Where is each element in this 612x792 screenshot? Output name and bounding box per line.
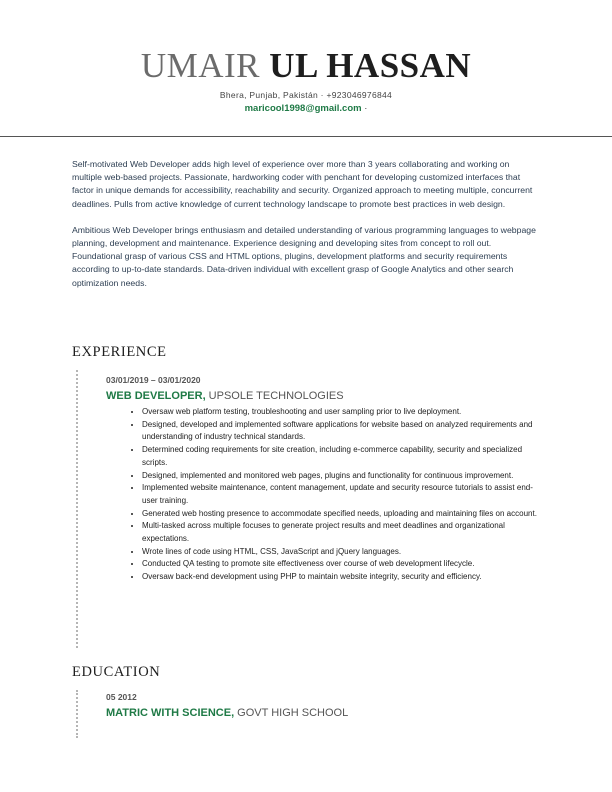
experience-date: 03/01/2019 – 03/01/2020 — [106, 375, 201, 385]
education-timeline-line — [76, 690, 78, 738]
summary-paragraph-1: Self-motivated Web Developer adds high level of experience over more than 3 years collaborating and working on multiple web-based projects. Passionate, hardworking coder with penchant for developing customized interfaces that factor in unique demands for accessibility, reachability and security. Organized approach to meeting multiple, concurrent deadlines. Pulls from active knowledge of current technology landscape to promote best practices in web design. — [72, 159, 533, 209]
school-name: GOVT HIGH SCHOOL — [234, 707, 349, 719]
professional-summary — [72, 158, 540, 303]
education-entry — [106, 692, 546, 719]
list-item: • Wrote lines of code using HTML, CSS, JavaScript and jQuery languages. — [142, 546, 546, 559]
first-name: UMAIR — [140, 46, 270, 85]
candidate-name — [0, 46, 612, 86]
summary-paragraph-2: Ambitious Web Developer brings enthusiasm and detailed understanding of various programming languages to webpage planning, development and maintenance. Experience designing and developing sites from concept to roll out. Foundational grasp of various CSS and HTML options, plugins, development platforms and security requirements according to up-to-date standards. Data-driven individual with excellent grasp of Google Analytics and other search optimization needs. — [72, 224, 536, 288]
email-line — [0, 103, 612, 114]
degree-title: MATRIC WITH SCIENCE, — [106, 707, 235, 719]
list-item: • Conducted QA testing to promote site effectiveness over course of web development lifecycle. — [142, 558, 546, 571]
responsibility-list — [106, 406, 546, 584]
email-separator: · — [361, 103, 368, 114]
education-heading: EDUCATION — [72, 664, 161, 680]
list-item: • Determined coding requirements for site creation, including e-commerce capability, security and specialized scripts. — [142, 444, 546, 469]
header-divider — [0, 136, 612, 137]
job-title: WEB DEVELOPER, — [106, 390, 206, 402]
list-item: • Multi-tasked across multiple focuses to generate project results and meet deadlines and organizational expectations. — [142, 520, 546, 545]
email-link[interactable]: maricool1998@gmail.com — [244, 103, 362, 114]
education-date: 05 2012 — [106, 692, 137, 702]
list-item: • Generated web hosting presence to accommodate specified needs, uploading and maintaining files on account. — [142, 508, 546, 521]
list-item: • Designed, developed and implemented software applications for website based on analyzed requirements and understanding of industry technical standards. — [142, 419, 546, 444]
last-name: UL HASSAN — [269, 46, 472, 85]
experience-timeline-line — [76, 370, 78, 648]
list-item: • Oversaw back-end development using PHP to maintain website integrity, security and efficiency. — [142, 571, 546, 584]
experience-entry — [106, 375, 546, 584]
experience-heading: EXPERIENCE — [72, 344, 167, 360]
list-item: • Implemented website maintenance, content management, update and security resource tutorials to assist end-user training. — [142, 482, 546, 507]
experience-role — [106, 390, 546, 402]
list-item: • Oversaw web platform testing, troubleshooting and user sampling prior to live deployment. — [142, 406, 546, 419]
list-item: • Designed, implemented and monitored web pages, plugins and functionality for continuous improvement. — [142, 470, 546, 483]
employer: UPSOLE TECHNOLOGIES — [205, 390, 344, 402]
education-degree — [106, 707, 546, 719]
resume-header — [0, 0, 612, 114]
location-phone: Bhera, Punjab, Pakistán · +923046976844 — [219, 90, 393, 100]
